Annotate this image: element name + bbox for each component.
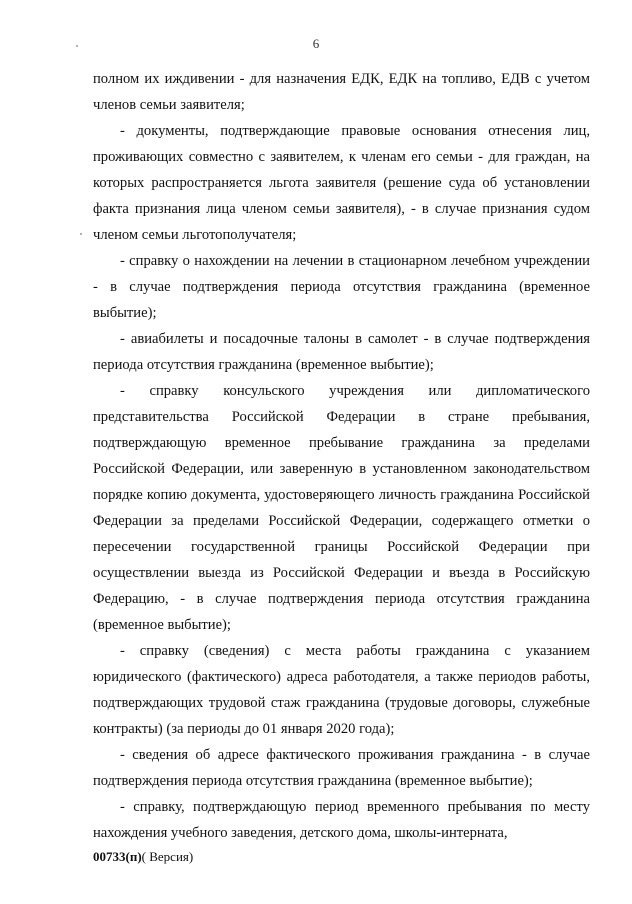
document-footer [93, 849, 193, 865]
paragraph: - сведения об адресе фактического проживания гражданина - в случае подтверждения периода отсутствия гражданина (временное выбытие); [93, 747, 590, 789]
paragraph: - справку консульского учреждения или дипломатического представительства Российской Федерации в стране пребывания, подтверждающую временное пребывание гражданина за пределами Российской Федерации, или заверенную в установленном законодательством порядке копию документа, удостоверяющего личность гражданина Российской Федерации за пределами Российской Федерации, содержащего отметки о пересечении государственной границы Российской Федерации при осуществлении выезда из Российской Федерации и въезда в Российскую Федерацию, - в случае подтверждения периода отсутствия гражданина (временное выбытие); [93, 383, 590, 633]
document-version: ( Версия) [141, 849, 194, 864]
paragraph: полном их иждивении - для назначения ЕДК, ЕДК на топливо, ЕДВ с учетом членов семьи заявителя; [93, 71, 590, 113]
document-body [93, 66, 590, 846]
paragraph: - справку о нахождении на лечении в стационарном лечебном учреждении - в случае подтверждения периода отсутствия гражданина (временное выбытие); [93, 253, 590, 321]
paragraph: - справку, подтверждающую период временного пребывания по месту нахождения учебного заведения, детского дома, школы-интерната, [93, 799, 590, 841]
scan-speck [80, 233, 82, 235]
paragraph: - справку (сведения) с места работы гражданина с указанием юридического (фактического) адреса работодателя, а также периодов работы, подтверждающих трудовой стаж гражданина (трудовые договоры, служебные контракты) (за периоды до 01 января 2020 года); [93, 643, 590, 737]
paragraph: - документы, подтверждающие правовые основания отнесения лиц, проживающих совместно с заявителем, к членам его семьи - для граждан, на которых распространяется льгота заявителя (решение суда об установлении факта признания лица членом семьи заявителя), - в случае признания судом членом семьи льготополучателя; [93, 123, 590, 243]
paragraph: - авиабилеты и посадочные талоны в самолет - в случае подтверждения периода отсутствия гражданина (временное выбытие); [93, 331, 590, 373]
document-code: 00733(п) [93, 849, 142, 864]
page-number: 6 [312, 36, 320, 51]
scan-speck [76, 45, 78, 47]
